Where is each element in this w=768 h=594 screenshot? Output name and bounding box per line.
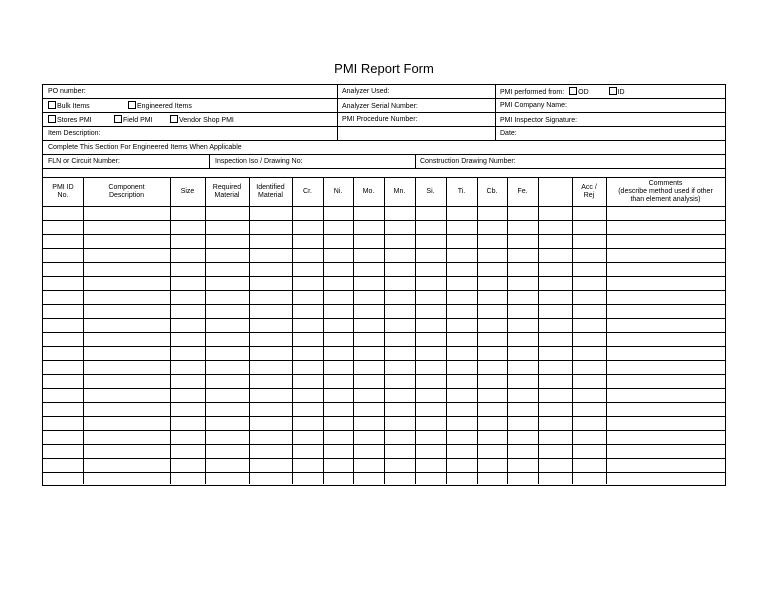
table-column-divider	[353, 177, 354, 484]
table-column-divider	[170, 177, 171, 484]
item-description-label: Item Description:	[48, 130, 101, 137]
pmi-report-form	[42, 84, 726, 486]
row-divider	[43, 126, 725, 127]
stores-pmi-checkbox[interactable]	[48, 115, 56, 123]
table-row-divider	[43, 248, 725, 249]
field-pmi-checkbox[interactable]	[114, 115, 122, 123]
id-checkbox[interactable]	[609, 87, 617, 95]
table-row-divider	[43, 332, 725, 333]
table-header-cell: PMI ID No.	[52, 183, 74, 199]
table-row-divider	[43, 220, 725, 221]
table-row-divider	[43, 402, 725, 403]
table-row-divider	[43, 458, 725, 459]
row-divider	[43, 154, 725, 155]
date-label: Date:	[500, 130, 517, 137]
table-header-cell: Cr.	[303, 187, 312, 195]
table-header-cell: Si.	[426, 187, 435, 195]
table-row-divider	[43, 444, 725, 445]
table-row-divider	[43, 346, 725, 347]
pmi-performed-from-label	[500, 87, 625, 97]
vendor-shop-pmi-checkbox[interactable]	[170, 115, 178, 123]
section-instruction: Complete This Section For Engineered Items When Applicable	[48, 144, 242, 151]
table-row-divider	[43, 416, 725, 417]
table-column-divider	[249, 177, 250, 484]
table-row-divider	[43, 374, 725, 375]
table-header-cell: Mn.	[393, 187, 406, 195]
od-checkbox[interactable]	[569, 87, 577, 95]
col-divider	[415, 154, 416, 168]
table-column-divider	[477, 177, 478, 484]
table-row-divider	[43, 430, 725, 431]
pmi-procedure-label: PMI Procedure Number:	[342, 116, 418, 123]
table-column-divider	[292, 177, 293, 484]
bulk-items-label: Bulk Items	[57, 103, 90, 110]
table-column-divider	[507, 177, 508, 484]
table-header-cell	[538, 177, 572, 206]
col-divider	[209, 154, 210, 168]
field-pmi-label: Field PMI	[123, 117, 153, 124]
pmi-company-label: PMI Company Name:	[500, 102, 567, 109]
pmi-performed-from-text: PMI performed from:	[500, 89, 565, 96]
col-divider	[495, 126, 496, 140]
table-row-divider	[43, 318, 725, 319]
bulk-items-checkbox[interactable]	[48, 101, 56, 109]
table-header-cell: Size	[180, 187, 195, 195]
po-number-label: PO number:	[48, 88, 86, 95]
table-column-divider	[415, 177, 416, 484]
table-column-divider	[323, 177, 324, 484]
row-divider	[43, 140, 725, 141]
vendor-shop-pmi-option	[170, 115, 234, 125]
table-header-divider	[43, 206, 725, 207]
analyzer-serial-label: Analyzer Serial Number:	[342, 103, 418, 110]
row-divider	[43, 98, 725, 99]
table-header-cell: Ni.	[333, 187, 343, 195]
table-header-cell: Mo.	[362, 187, 375, 195]
table-column-divider	[384, 177, 385, 484]
fln-label: FLN or Circuit Number:	[48, 158, 120, 165]
page-title: PMI Report Form	[334, 61, 434, 76]
table-row-divider	[43, 234, 725, 235]
table-row-divider	[43, 290, 725, 291]
engineered-items-option	[128, 101, 192, 111]
field-pmi-option	[114, 115, 153, 125]
table-column-divider	[446, 177, 447, 484]
row-divider	[43, 168, 725, 169]
table-column-divider	[83, 177, 84, 484]
stores-pmi-option	[48, 115, 92, 125]
table-row-divider	[43, 388, 725, 389]
table-header-cell: Comments (describe method used if other than element analysis)	[618, 179, 713, 203]
table-header-cell: Acc / Rej	[581, 183, 597, 199]
inspection-iso-label: Inspection Iso / Drawing No:	[215, 158, 303, 165]
table-header-cell: Ti.	[457, 187, 466, 195]
table-header-cell: Required Material	[212, 183, 242, 199]
id-label: ID	[617, 89, 625, 96]
engineered-items-label: Engineered Items	[137, 103, 192, 110]
od-label: OD	[578, 89, 589, 96]
row-divider	[43, 112, 725, 113]
col-divider	[337, 85, 338, 140]
table-header-cell: Fe.	[517, 187, 528, 195]
table-column-divider	[606, 177, 607, 484]
table-header-cell: Component Description	[108, 183, 145, 199]
analyzer-used-label: Analyzer Used:	[342, 88, 390, 95]
table-row-divider	[43, 276, 725, 277]
engineered-items-checkbox[interactable]	[128, 101, 136, 109]
table-row-divider	[43, 472, 725, 473]
table-column-divider	[205, 177, 206, 484]
table-row-divider	[43, 360, 725, 361]
table-column-divider	[538, 177, 539, 484]
table-row-divider	[43, 262, 725, 263]
table-row-divider	[43, 304, 725, 305]
table-header-cell: Cb.	[486, 187, 498, 195]
stores-pmi-label: Stores PMI	[57, 117, 92, 124]
bulk-items-option	[48, 101, 90, 111]
inspector-signature-label: PMI Inspector Signature:	[500, 117, 578, 124]
table-column-divider	[572, 177, 573, 484]
construction-drawing-label: Construction Drawing Number:	[420, 158, 516, 165]
vendor-shop-pmi-label: Vendor Shop PMI	[179, 117, 234, 124]
table-header-cell: Identified Material	[256, 183, 285, 199]
